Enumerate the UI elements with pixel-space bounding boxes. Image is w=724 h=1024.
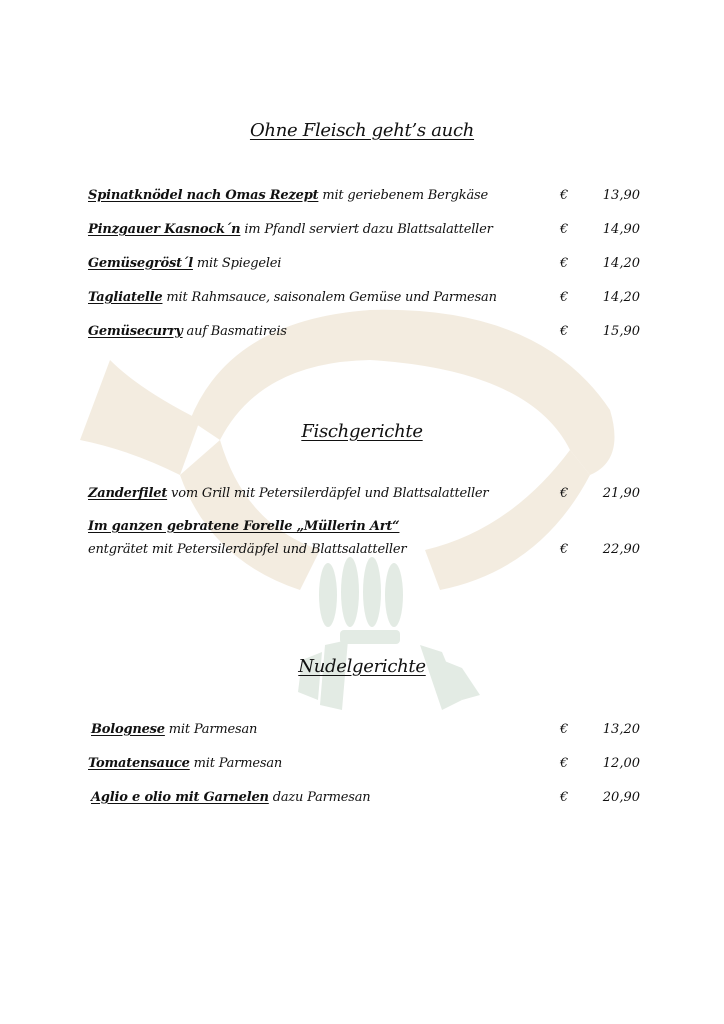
- section-title-pasta: Nudelgerichte: [298, 656, 426, 677]
- menu-item: Tagliatelle mit Rahmsauce, saisonalem Gemüse und Parmesan € 14,20: [88, 290, 640, 305]
- menu-item-name: Im ganzen gebratene Forelle „Müllerin Art“: [88, 519, 400, 534]
- menu-item: Pinzgauer Kasnock´n im Pfandl serviert dazu Blattsalatteller € 14,90: [88, 222, 640, 237]
- section-title-fish: Fischgerichte: [301, 421, 423, 442]
- menu-item: Gemüsegröst´l mit Spiegelei € 14,20: [88, 256, 640, 271]
- menu-item: Zanderfilet vom Grill mit Petersilerdäpfel und Blattsalatteller € 21,90: [88, 486, 640, 501]
- menu-item: Gemüsecurry auf Basmatireis € 15,90: [88, 324, 640, 339]
- menu-item: Bolognese mit Parmesan € 13,20: [91, 722, 640, 737]
- section-title-vegetarian: Ohne Fleisch geht’s auch: [249, 120, 475, 141]
- menu-item: entgrätet mit Petersilerdäpfel und Blattsalatteller € 22,90: [88, 542, 640, 557]
- menu-item: Tomatensauce mit Parmesan € 12,00: [88, 756, 640, 771]
- menu-item: Spinatknödel nach Omas Rezept mit geriebenem Bergkäse € 13,90: [88, 188, 640, 203]
- menu-item: Aglio e olio mit Garnelen dazu Parmesan € 20,90: [91, 790, 640, 805]
